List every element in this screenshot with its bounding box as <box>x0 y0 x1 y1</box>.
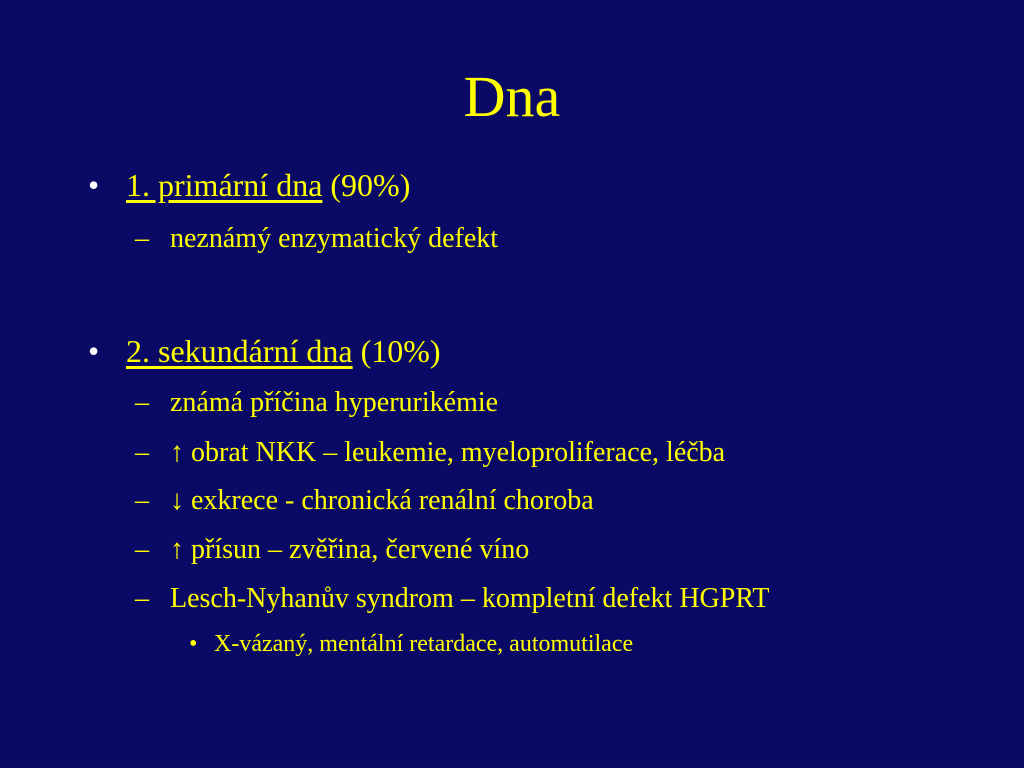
dash-glyph: – <box>135 534 149 565</box>
bullet-glyph: • <box>189 631 198 657</box>
bullet-glyph: • <box>88 333 100 369</box>
sub-item-text: obrat NKK – leukemie, myeloproliferace, léčba <box>184 437 726 468</box>
secondary-gout-link[interactable]: 2. sekundární dna <box>126 333 353 369</box>
dash-glyph: – <box>135 437 149 468</box>
primary-gout-link[interactable]: 1. primární dna <box>126 167 323 203</box>
primary-gout-percent: (90%) <box>322 167 411 203</box>
sub-item-text: neznámý enzymatický defekt <box>170 223 499 254</box>
secondary-gout-percent: (10%) <box>352 333 441 369</box>
sub-item-text: přísun – zvěřina, červené víno <box>184 534 530 565</box>
sub-item-text: Lesch-Nyhanův syndrom – kompletní defekt HGPRT <box>170 583 770 614</box>
dash-glyph: – <box>135 485 149 516</box>
dash-glyph: – <box>135 583 149 614</box>
arrow-up-icon: ↑ <box>170 437 184 468</box>
dash-glyph: – <box>135 387 149 418</box>
arrow-up-icon: ↑ <box>170 534 184 565</box>
bullet-glyph: • <box>88 167 100 203</box>
dash-glyph: – <box>135 223 149 254</box>
sub-item-text: známá příčina hyperurikémie <box>170 387 499 418</box>
sub-item-text: exkrece - chronická renální choroba <box>184 485 594 516</box>
slide-title: Dna <box>463 64 561 129</box>
arrow-down-icon: ↓ <box>170 485 184 516</box>
sub-sub-item-text: X-vázaný, mentální retardace, automutilace <box>214 631 634 657</box>
